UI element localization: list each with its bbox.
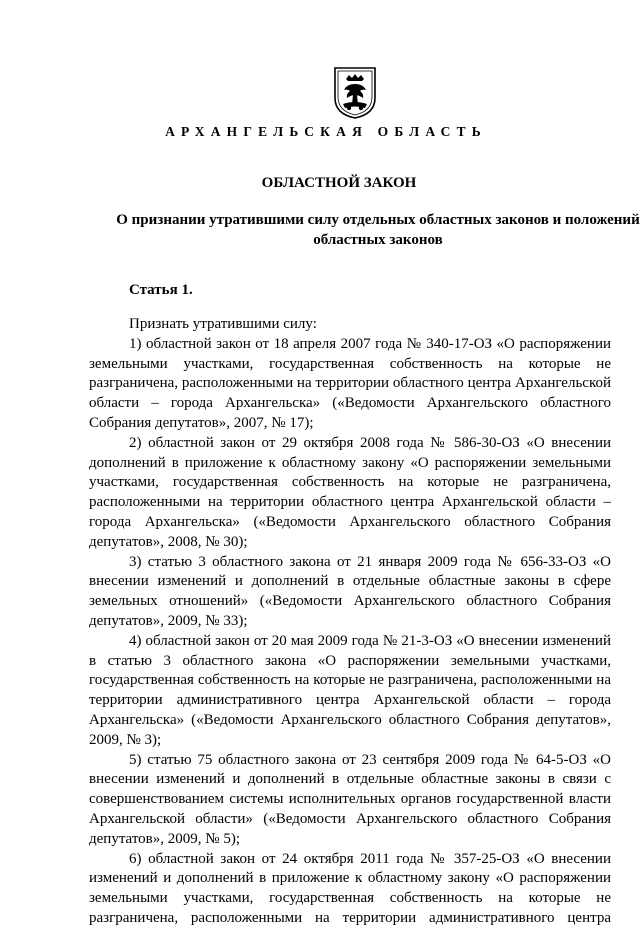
article-heading: Статья 1. — [129, 282, 193, 298]
article-item-6: 6) областной закон от 24 октября 2011 года № 357-25-ОЗ «О внесении изменений и дополнений в приложение к областному закону «О распоряжении земельными участками, государственная собственность на которые не разграничена, расположенными на территории административного центра — [89, 850, 611, 926]
article-item-1: 1) областной закон от 18 апреля 2007 года № 340-17-ОЗ «О распоряжении земельными участками, государственная собственность на которые не разграничена, расположенными на территории областного центра Архангельской области – города Архангельска» («Ведомости Архангельского областного Собрания депутатов», 2007, № 17); — [89, 335, 611, 431]
article-item-3: 3) статью 3 областного закона от 21 января 2009 года № 656-33-ОЗ «О внесении изменений и дополнений в отдельные областные законы в сфере земельных отношений» («Ведомости Архангельского областного Собрания депутатов», 2009, № 33); — [89, 553, 611, 629]
article-item-4: 4) областной закон от 20 мая 2009 года № 21-3-ОЗ «О внесении изменений в статью 3 областного закона «О распоряжении земельными участками, государственная собственность на которые не разграничена, расположенными на территории административного центра Архангельской области – города Архангельска» («Ведомости Архангельского областного Собрания депутатов», 2009, № 3); — [89, 632, 611, 748]
article-body — [89, 315, 611, 929]
document-title: О признании утратившими силу отдельных областных законов и положений областных законов — [116, 212, 640, 248]
region-title: АРХАНГЕЛЬСКАЯ ОБЛАСТЬ — [165, 124, 487, 139]
article-item-2: 2) областной закон от 29 октября 2008 года № 586-30-ОЗ «О внесении дополнений в приложение к областному закону «О распоряжении земельными участками, государственная собственность на которые не разграничена, расположенными на территории областного центра Архангельской области – города Архангельска» («Ведомости Архангельского областного Собрания депутатов», 2008, № 30); — [89, 434, 611, 550]
article-item-5: 5) статью 75 областного закона от 23 сентября 2009 года № 64-5-ОЗ «О внесении изменений и дополнений в отдельные областные законы в связи с совершенствованием системы исполнительных органов государственной власти Архангельской области» («Ведомости Архангельского областного Собрания депутатов», 2009, № 5); — [89, 751, 611, 847]
coat-of-arms-icon — [331, 64, 379, 120]
document-type: ОБЛАСТНОЙ ЗАКОН — [261, 175, 417, 191]
article-intro: Признать утратившими силу: — [129, 316, 317, 332]
